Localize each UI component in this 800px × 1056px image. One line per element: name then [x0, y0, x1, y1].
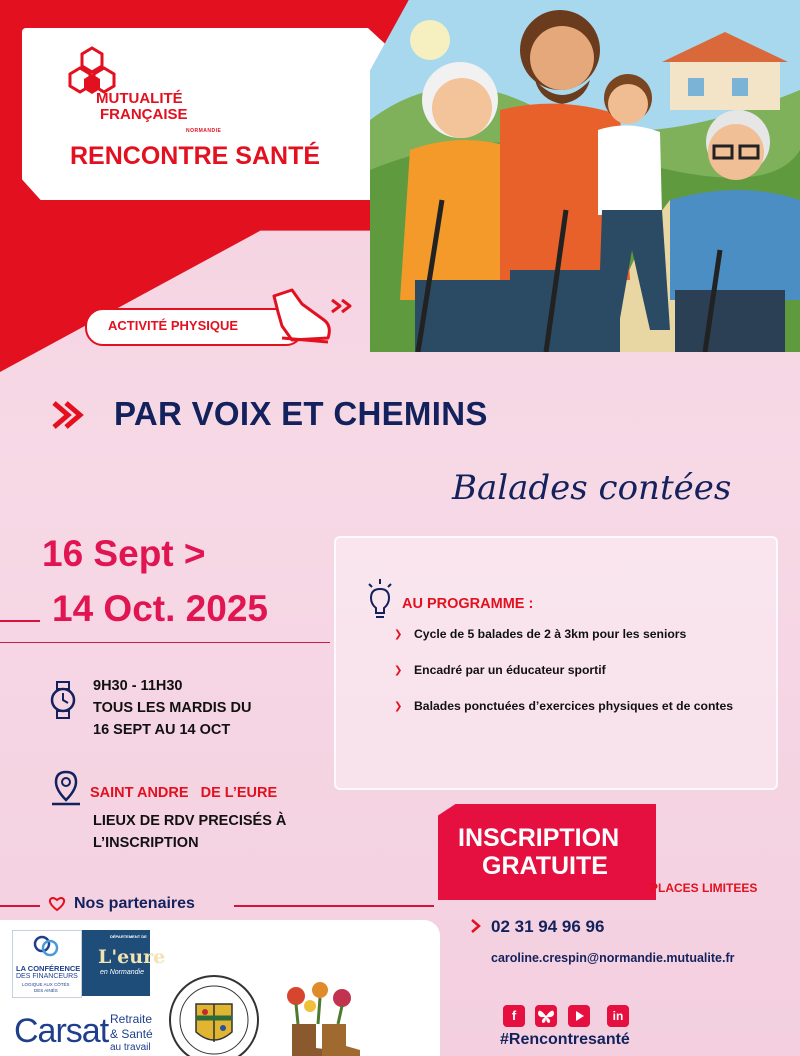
chevron-right-icon [469, 918, 483, 934]
schedule-days: TOUS LES MARDIS DU [93, 700, 252, 716]
location-place: SAINT ANDRE DE L’EURE [90, 785, 278, 801]
schedule-range: 16 SEPT AU 14 OCT [93, 722, 231, 738]
divider-dates [0, 642, 330, 643]
flower-boots-logo [276, 980, 366, 1056]
youtube-icon[interactable] [568, 1005, 590, 1027]
facebook-icon[interactable]: f [503, 1005, 525, 1027]
bullet-icon: ❯ [394, 701, 403, 712]
contact-email[interactable]: caroline.crespin@normandie.mutualite.fr [491, 951, 735, 965]
conference-line4: DES AINÉS [34, 988, 58, 993]
linkedin-icon[interactable]: in [607, 1005, 629, 1027]
conference-emblem-icon [32, 934, 60, 960]
partners-title: Nos partenaires [74, 895, 195, 912]
brand-region: NORMANDIE [186, 128, 222, 134]
divider-partners-left [0, 905, 40, 907]
lightbulb-icon [366, 578, 394, 622]
watch-icon [48, 681, 78, 719]
programme-item: Cycle de 5 balades de 2 à 3km pour les seniors [414, 627, 687, 641]
hashtag: #Rencontresanté [500, 1031, 630, 1048]
date-end: 14 Oct. 2025 [52, 588, 268, 629]
divider-partners-right [234, 905, 434, 907]
location-pin-icon [50, 770, 82, 806]
programme-item: Encadré par un éducateur sportif [414, 663, 606, 677]
conference-line3: LOGIQUE AUX CÔTÉS [22, 982, 70, 987]
places-limitees: PLACES LIMITEES [650, 881, 758, 895]
eure-line2: L'eure [98, 946, 166, 968]
inscription-line2: GRATUITE [482, 852, 608, 880]
event-subtitle: Balades contées [452, 468, 732, 508]
carsat-line2: & Santé [110, 1027, 153, 1041]
hikers-illustration [370, 0, 800, 352]
location-note-line1: LIEUX DE RDV PRECISÉS À [93, 813, 287, 829]
bullet-icon: ❯ [394, 665, 403, 676]
activity-label: ACTIVITÉ PHYSIQUE [108, 318, 239, 333]
heart-icon [48, 896, 66, 912]
brand-name-line2: FRANÇAISE [100, 106, 188, 123]
conference-line2: DES FINANCEURS [16, 973, 78, 980]
carsat-line1: Retraite [110, 1012, 153, 1026]
chevron-right-icon [50, 400, 86, 430]
inscription-line1: INSCRIPTION [458, 824, 620, 852]
running-shoe-icon [268, 286, 358, 350]
carsat-line3: au travail [110, 1042, 151, 1053]
programme-item: Balades ponctuées d’exercices physiques et de contes [414, 699, 734, 713]
eure-line3: en Normandie [100, 969, 144, 976]
event-title: PAR VOIX ET CHEMINS [114, 395, 488, 432]
carsat-logo: Carsat [14, 1012, 109, 1050]
location-note-line2: L’INSCRIPTION [93, 835, 199, 851]
town-seal-logo [166, 972, 262, 1056]
series-title: RENCONTRE SANTÉ [70, 142, 321, 170]
conference-line1: LA CONFÉRENCE [16, 964, 81, 973]
butterfly-icon[interactable] [535, 1005, 557, 1027]
divider-left [0, 620, 40, 622]
contact-phone[interactable]: 02 31 94 96 96 [491, 917, 605, 936]
programme-title: AU PROGRAMME : [402, 596, 534, 612]
schedule-hours: 9H30 - 11H30 [93, 678, 183, 694]
bullet-icon: ❯ [394, 629, 403, 640]
brand-name-line1: MUTUALITÉ [96, 90, 183, 107]
date-start: 16 Sept > [42, 533, 206, 574]
eure-line1: DÉPARTEMENT DE [110, 934, 147, 939]
